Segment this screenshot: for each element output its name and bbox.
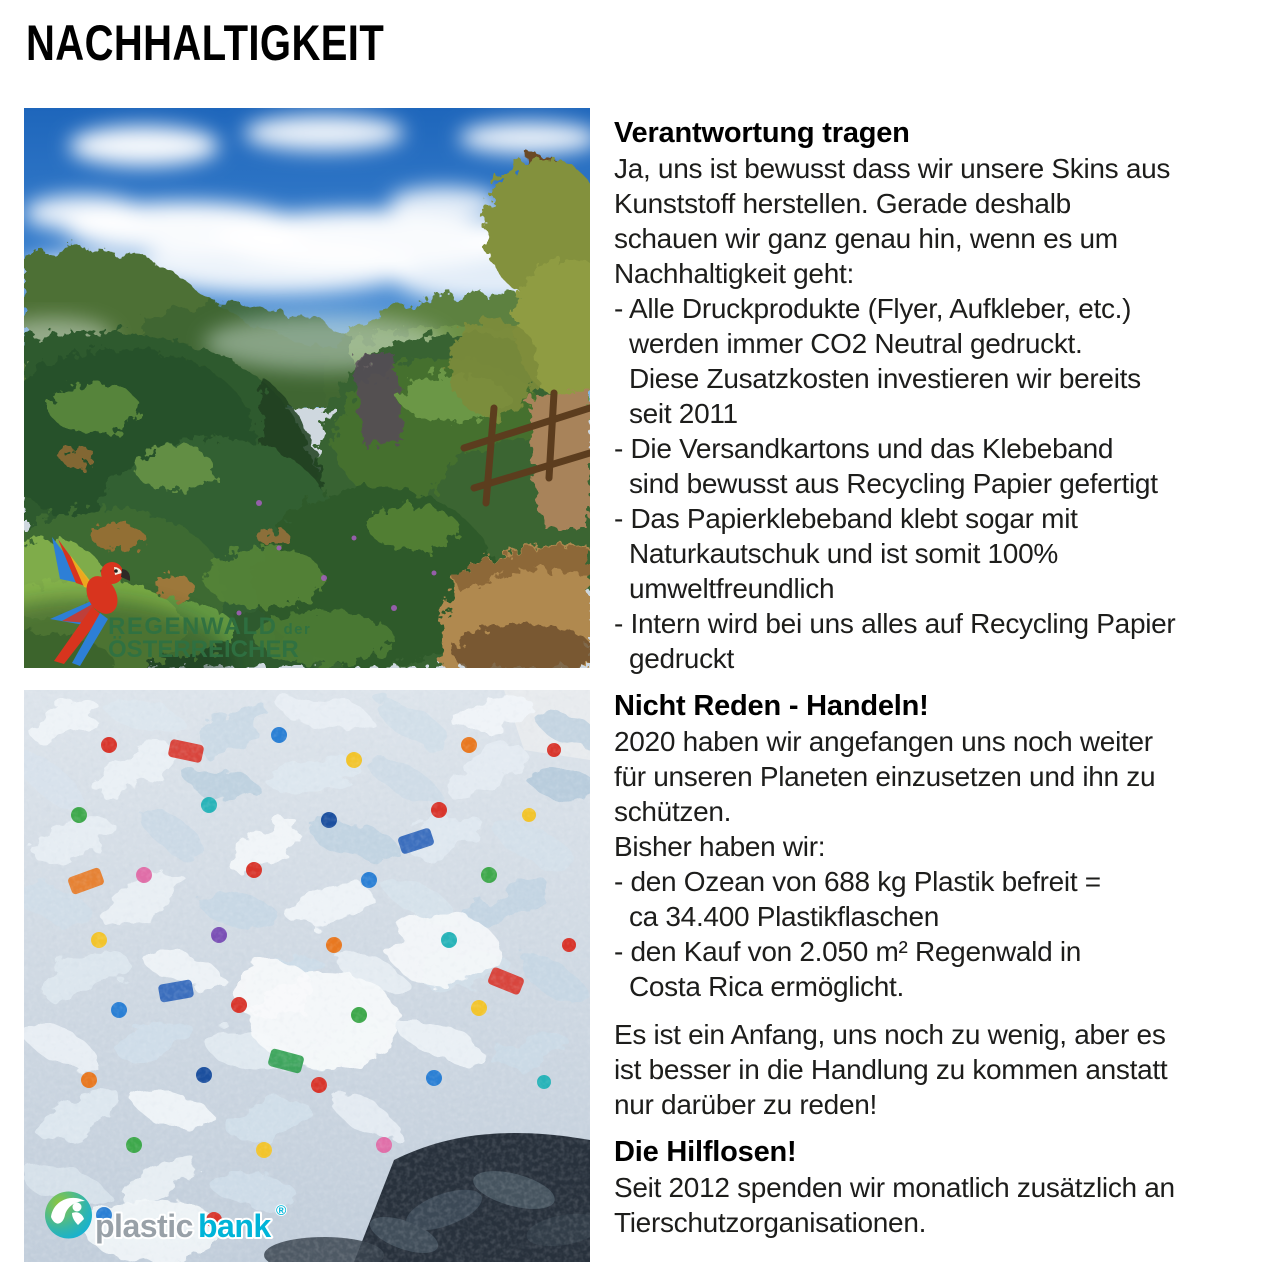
section-heading: Die Hilflosen! (614, 1136, 797, 1168)
rainforest-image (24, 108, 590, 668)
section-body (614, 1170, 1274, 1240)
section-heading: Verantwortung tragen (614, 117, 910, 149)
plasticbank-word-bank: bank (198, 1208, 271, 1244)
text-line: werden immer CO2 Neutral gedruckt. (614, 328, 1083, 359)
text-line: Naturkautschuk und ist somit 100% (614, 538, 1058, 569)
text-line: - Intern wird bei uns alles auf Recycling Papier (614, 608, 1176, 639)
plastic-bottles-photo (24, 690, 590, 1262)
text-line: Diese Zusatzkosten investieren wir bereits (614, 363, 1141, 394)
page-title: NACHHALTIGKEIT (26, 15, 385, 71)
text-line: für unseren Planeten einzusetzen und ihn zu (614, 761, 1156, 792)
plasticbank-word-plastic: plastic (95, 1208, 193, 1244)
regenwald-logo-der: der (283, 621, 312, 638)
text-line: Seit 2012 spenden wir monatlich zusätzlich an (614, 1172, 1175, 1203)
text-line: - Alle Druckprodukte (Flyer, Aufkleber, etc.) (614, 293, 1132, 324)
section-outro (614, 1017, 1274, 1122)
text-column (614, 116, 1274, 1253)
text-line: seit 2011 (614, 398, 738, 429)
text-line: Costa Rica ermöglicht. (614, 971, 905, 1002)
text-line: schauen wir ganz genau hin, wenn es um (614, 223, 1118, 254)
text-line: nur darüber zu reden! (614, 1089, 877, 1120)
text-line: ist besser in die Handlung zu kommen anstatt (614, 1054, 1168, 1085)
text-line: gedruckt (614, 643, 734, 674)
text-line: Kunststoff herstellen. Gerade deshalb (614, 188, 1071, 219)
text-line: Tierschutzorganisationen. (614, 1207, 927, 1238)
section-nicht-reden-handeln (614, 689, 1274, 1122)
text-line: Es ist ein Anfang, uns noch zu wenig, aber es (614, 1019, 1166, 1050)
texture-overlay-dark (24, 690, 590, 1262)
text-line: umweltfreundlich (614, 573, 835, 604)
plastic-bottles-image (24, 690, 590, 1262)
text-line: Nachhaltigkeit geht: (614, 258, 854, 289)
text-line: Bisher haben wir: (614, 831, 826, 862)
text-line: sind bewusst aus Recycling Papier gefertigt (614, 468, 1158, 499)
regenwald-logo-line2: ÖSTERREICHER (108, 636, 299, 663)
plasticbank-registered-mark: ® (276, 1202, 287, 1218)
regenwald-logo-line1: REGENWALD (108, 613, 278, 640)
text-line: - Das Papierklebeband klebt sogar mit (614, 503, 1078, 534)
text-line: - Die Versandkartons und das Klebeband (614, 433, 1114, 464)
text-line: Ja, uns ist bewusst dass wir unsere Skins aus (614, 153, 1171, 184)
section-die-hilflosen (614, 1135, 1274, 1240)
section-body (614, 724, 1274, 1004)
section-body (614, 151, 1274, 676)
text-line: - den Ozean von 688 kg Plastik befreit = (614, 866, 1101, 897)
text-line: schützen. (614, 796, 732, 827)
text-line: 2020 haben wir angefangen uns noch weiter (614, 726, 1153, 757)
section-verantwortung-tragen (614, 116, 1274, 676)
rainforest-photo (24, 108, 590, 668)
text-line: - den Kauf von 2.050 m² Regenwald in (614, 936, 1082, 967)
text-line: ca 34.400 Plastikflaschen (614, 901, 939, 932)
section-heading: Nicht Reden - Handeln! (614, 690, 929, 722)
